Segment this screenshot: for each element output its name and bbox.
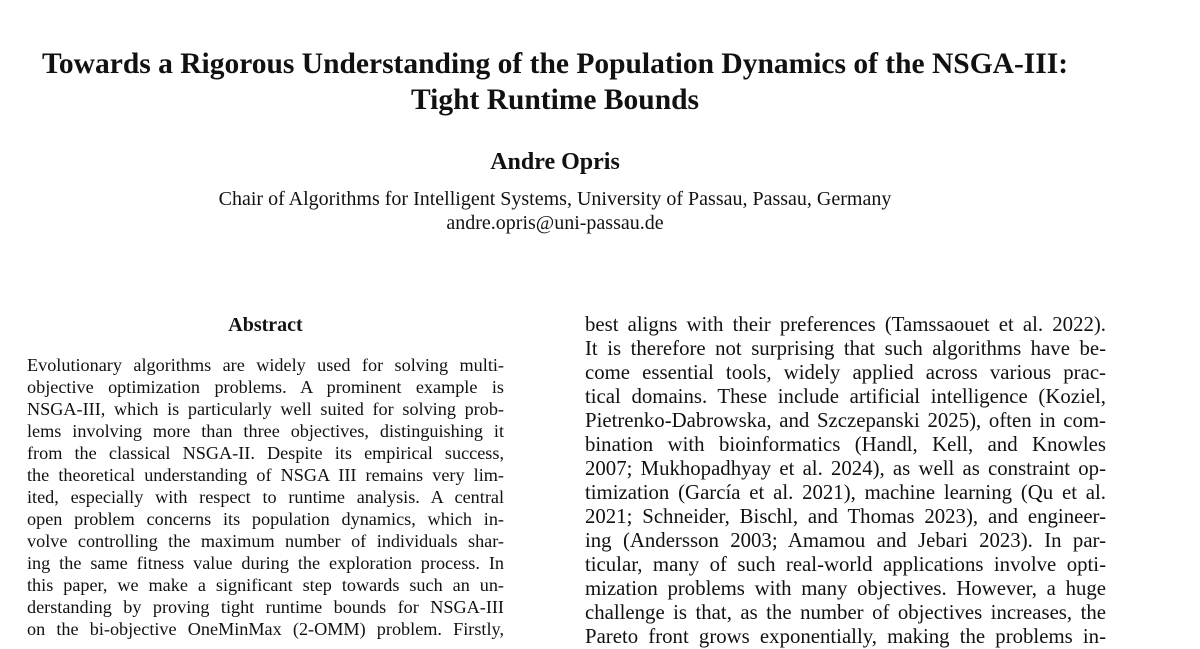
author-name: Andre Opris [490, 149, 620, 175]
abstract-heading: Abstract [228, 314, 303, 336]
abstract-line: NSGA-III, which is particularly well suited for solving prob- [27, 399, 504, 419]
body-line: challenge is that, as the number of objectives increases, the [585, 601, 1106, 624]
abstract-line: this paper, we make a significant step towards such an un- [27, 575, 504, 595]
abstract-line: the theoretical understanding of NSGA III remains very lim- [27, 465, 504, 485]
abstract-line: Evolutionary algorithms are widely used for solving multi- [27, 355, 504, 375]
body-line: bination with bioinformatics (Handl, Kell, and Knowles [585, 433, 1106, 456]
title-line-2: Tight Runtime Bounds [411, 84, 699, 116]
abstract-line: on the bi-objective OneMinMax (2-OMM) problem. Firstly, [27, 619, 504, 639]
affiliation-line: Chair of Algorithms for Intelligent Systems, University of Passau, Passau, Germany [218, 188, 892, 210]
abstract-body [27, 354, 504, 640]
abstract-line: objective optimization problems. A prominent example is [27, 377, 504, 397]
body-line: 2007; Mukhopadhyay et al. 2024), as well as constraint op- [585, 457, 1106, 480]
abstract-line: derstanding by proving tight runtime bounds for NSGA-III [27, 597, 504, 617]
body-line: come essential tools, widely applied across various prac- [585, 361, 1106, 384]
body-line: tical domains. These include artificial intelligence (Koziel, [585, 385, 1106, 408]
abstract-line: volve controlling the maximum number of individuals shar- [27, 531, 504, 551]
author-affiliation [0, 187, 1110, 235]
body-line: 2021; Schneider, Bischl, and Thomas 2023), and engineer- [585, 505, 1106, 528]
abstract-line: ing the same fitness value during the exploration process. In [27, 553, 504, 573]
body-text-right-column [585, 313, 1106, 649]
body-line: timization (García et al. 2021), machine learning (Qu et al. [585, 481, 1106, 504]
body-line: It is therefore not surprising that such algorithms have be- [585, 337, 1106, 360]
paper-title [0, 46, 1110, 118]
body-line: Pareto front grows exponentially, making the problems in- [585, 625, 1106, 648]
title-line-1: Towards a Rigorous Understanding of the Population Dynamics of the NSGA-III: [41, 48, 1069, 80]
body-line: mization problems with many objectives. However, a huge [585, 577, 1106, 600]
abstract-line: lems involving more than three objectives, distinguishing it [27, 421, 504, 441]
body-line: ing (Andersson 2003; Amamou and Jebari 2023). In par- [585, 529, 1106, 552]
body-line: Pietrenko-Dabrowska, and Szczepanski 2025), often in com- [585, 409, 1106, 432]
body-line: ticular, many of such real-world applications involve opti- [585, 553, 1106, 576]
abstract-line: from the classical NSGA-II. Despite its empirical success, [27, 443, 504, 463]
abstract-line: open problem concerns its population dynamics, which in- [27, 509, 504, 529]
body-line: best aligns with their preferences (Tamssaouet et al. 2022). [585, 313, 1106, 336]
abstract-line: ited, especially with respect to runtime analysis. A central [27, 487, 504, 507]
author-email: andre.opris@uni-passau.de [446, 212, 664, 234]
